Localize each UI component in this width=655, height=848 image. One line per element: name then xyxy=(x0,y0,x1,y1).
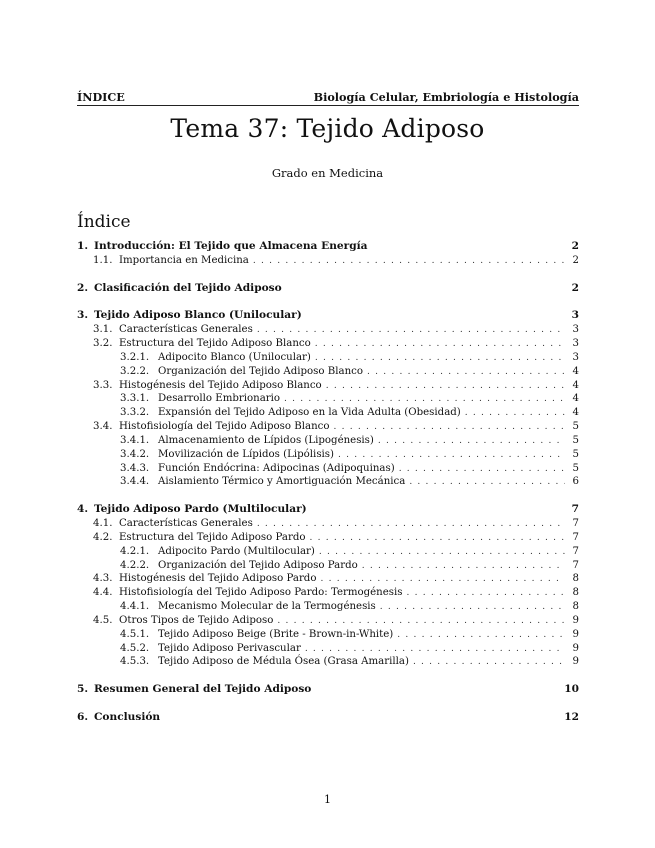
toc-entry-label: Estructura del Tejido Adiposo Blanco xyxy=(119,338,311,349)
toc-entry-page: 4 xyxy=(572,393,579,405)
document-subtitle: Grado en Medicina xyxy=(271,166,384,180)
toc-entry[interactable] xyxy=(77,572,579,586)
toc-entry-number: 3.4. xyxy=(93,421,113,433)
toc-entry-number: 4.2.1. xyxy=(120,545,150,557)
toc-entry-label: Organización del Tejido Adiposo Pardo xyxy=(158,559,358,571)
toc-dot-leader xyxy=(277,615,565,629)
toc-entry-number: 4.4. xyxy=(93,587,113,599)
toc-entry-page: 6 xyxy=(572,476,579,488)
toc-dot-leader xyxy=(334,421,566,435)
header-section-label: ÍNDICE xyxy=(77,90,125,104)
toc-entry-number: 3. xyxy=(77,309,89,322)
toc-entry-page: 8 xyxy=(572,573,579,585)
toc-entry-page: 8 xyxy=(572,587,579,599)
toc-dot-leader xyxy=(399,463,565,477)
toc-entry-number: 3.1. xyxy=(93,324,113,336)
toc-dot-leader xyxy=(362,560,565,574)
toc-entry-label: Tejido Adiposo Perivascular xyxy=(158,642,301,654)
toc-entry-number: 3.4.4. xyxy=(120,476,150,488)
toc-entry-page: 7 xyxy=(572,559,579,571)
toc-dot-leader xyxy=(378,435,565,449)
toc-entry[interactable] xyxy=(77,517,579,531)
toc-entry-number: 4.1. xyxy=(93,518,113,530)
toc-entry[interactable] xyxy=(77,475,579,489)
toc-entry-label: Tejido Adiposo Pardo (Multilocular) xyxy=(94,503,307,516)
toc-dot-leader xyxy=(319,546,565,560)
toc-entry[interactable] xyxy=(77,642,579,656)
toc-dot-leader xyxy=(367,366,565,380)
document-title: Tema 37: Tejido Adiposo xyxy=(170,114,485,143)
toc-entry-number: 3.4.1. xyxy=(120,434,150,446)
toc-entry-label: Tejido Adiposo Blanco (Unilocular) xyxy=(94,309,302,322)
toc-entry[interactable] xyxy=(77,655,579,669)
toc-entry-page: 5 xyxy=(572,462,579,474)
toc-entry[interactable] xyxy=(77,545,579,559)
toc-entry-label: Expansión del Tejido Adiposo en la Vida Adulta (Obesidad) xyxy=(158,407,461,419)
toc-entry[interactable] xyxy=(77,337,579,351)
toc-entry[interactable] xyxy=(77,282,579,296)
toc-entry-number: 3.2.2. xyxy=(120,365,150,377)
toc-entry-number: 2. xyxy=(77,281,89,294)
toc-entry-number: 1. xyxy=(77,240,89,252)
index-heading: Índice xyxy=(77,212,131,232)
toc-entry[interactable] xyxy=(77,600,579,614)
toc-entry-label: Aislamiento Térmico y Amortiguación Mecánica xyxy=(158,476,406,488)
toc-entry-number: 4.3. xyxy=(93,573,113,585)
toc-entry-number: 6. xyxy=(77,710,89,723)
toc-entry-label: Clasificación del Tejido Adiposo xyxy=(94,281,282,294)
toc-dot-leader xyxy=(257,324,565,338)
toc-entry[interactable] xyxy=(77,351,579,365)
toc-entry-page: 3 xyxy=(572,338,579,349)
toc-entry-label: Histofisiología del Tejido Adiposo Blanco xyxy=(119,421,330,433)
toc-entry-number: 4.2. xyxy=(93,531,113,543)
running-header xyxy=(77,90,579,104)
toc-entry-page: 9 xyxy=(572,642,579,654)
toc-entry-page: 3 xyxy=(572,351,579,363)
toc-entry-label: Histogénesis del Tejido Adiposo Blanco xyxy=(119,379,322,391)
toc-entry-page: 7 xyxy=(572,518,579,530)
toc-entry[interactable] xyxy=(77,614,579,628)
toc-entry-label: Tejido Adiposo de Médula Ósea (Grasa Amarilla) xyxy=(158,656,409,668)
toc-entry-number: 4.5. xyxy=(93,614,113,626)
toc-dot-leader xyxy=(326,380,565,394)
toc-entry-label: Función Endócrina: Adipocinas (Adipoquinas) xyxy=(158,462,395,474)
toc-entry[interactable] xyxy=(77,365,579,379)
toc-entry[interactable] xyxy=(77,406,579,420)
toc-entry-label: Organización del Tejido Adiposo Blanco xyxy=(158,365,363,377)
toc-entry-number: 4. xyxy=(77,503,89,516)
toc-entry-label: Estructura del Tejido Adiposo Pardo xyxy=(119,531,306,543)
toc-dot-leader xyxy=(284,393,565,407)
toc-entry[interactable] xyxy=(77,448,579,462)
toc-dot-leader xyxy=(315,352,565,366)
toc-dot-leader xyxy=(253,255,565,269)
toc-entry-label: Tejido Adiposo Beige (Brite - Brown-in-White) xyxy=(158,628,394,640)
toc-entry-number: 4.5.3. xyxy=(120,656,150,668)
toc-entry-number: 3.3.1. xyxy=(120,393,150,405)
toc-entry[interactable] xyxy=(77,323,579,337)
toc-entry-page: 9 xyxy=(572,628,579,640)
toc-entry-number: 1.1. xyxy=(93,254,113,266)
toc-entry-page: 2 xyxy=(571,281,579,294)
toc-entry-number: 3.2.1. xyxy=(120,351,150,363)
toc-entry-number: 3.3. xyxy=(93,379,113,391)
toc-entry-number: 4.5.1. xyxy=(120,628,150,640)
toc-entry-page: 7 xyxy=(571,503,579,516)
toc-entry-label: Almacenamiento de Lípidos (Lipogénesis) xyxy=(158,434,374,446)
toc-entry-page: 3 xyxy=(571,309,579,322)
toc-dot-leader xyxy=(413,656,565,670)
toc-entry-number: 3.4.3. xyxy=(120,462,150,474)
toc-entry[interactable] xyxy=(77,559,579,573)
toc-entry-page: 4 xyxy=(572,407,579,419)
toc-entry-page: 9 xyxy=(572,614,579,626)
toc-entry[interactable] xyxy=(77,531,579,545)
toc-entry-label: Histofisiología del Tejido Adiposo Pardo: Termogénesis xyxy=(119,587,403,599)
toc-entry[interactable] xyxy=(77,379,579,393)
toc-entry-label: Adipocito Pardo (Multilocular) xyxy=(158,545,315,557)
toc-entry-page: 7 xyxy=(572,531,579,543)
toc-entry[interactable] xyxy=(77,586,579,600)
toc-entry-page: 5 xyxy=(572,421,579,433)
toc-dot-leader xyxy=(380,601,565,615)
toc-entry[interactable] xyxy=(77,683,579,697)
toc-entry-page: 12 xyxy=(564,710,579,723)
toc-entry-page: 4 xyxy=(572,379,579,391)
toc-entry-page: 7 xyxy=(572,545,579,557)
toc-entry-page: 8 xyxy=(572,601,579,613)
toc-entry-number: 3.3.2. xyxy=(120,407,150,419)
toc-entry-page: 4 xyxy=(572,365,579,377)
toc-dot-leader xyxy=(397,629,565,643)
toc-entry[interactable] xyxy=(77,240,579,254)
toc-entry[interactable] xyxy=(77,434,579,448)
toc-entry-label: Adipocito Blanco (Unilocular) xyxy=(158,351,311,363)
toc-entry-page: 2 xyxy=(572,254,579,266)
table-of-contents xyxy=(77,240,579,725)
toc-entry[interactable] xyxy=(77,503,579,517)
toc-entry-page: 10 xyxy=(564,683,579,696)
toc-entry[interactable] xyxy=(77,420,579,434)
toc-entry-page: 2 xyxy=(571,240,579,252)
toc-entry-label: Conclusión xyxy=(94,710,161,723)
toc-entry-label: Características Generales xyxy=(119,324,253,336)
toc-entry-label: Histogénesis del Tejido Adiposo Pardo xyxy=(119,573,317,585)
toc-entry-page: 5 xyxy=(572,448,579,460)
toc-entry-label: Resumen General del Tejido Adiposo xyxy=(94,683,312,696)
toc-entry-number: 5. xyxy=(77,683,89,696)
toc-entry-page: 3 xyxy=(572,324,579,336)
toc-entry-label: Otros Tipos de Tejido Adiposo xyxy=(119,614,274,626)
toc-dot-leader xyxy=(257,518,565,532)
toc-entry[interactable] xyxy=(77,462,579,476)
toc-entry-label: Desarrollo Embrionario xyxy=(158,393,281,405)
toc-entry[interactable] xyxy=(77,254,579,268)
toc-entry-page: 5 xyxy=(572,434,579,446)
toc-entry-page: 9 xyxy=(572,656,579,668)
toc-dot-leader xyxy=(320,573,565,587)
toc-entry-number: 3.2. xyxy=(93,338,113,349)
toc-entry[interactable] xyxy=(77,711,579,725)
header-rule xyxy=(77,105,579,106)
toc-dot-leader xyxy=(338,449,565,463)
toc-entry-label: Mecanismo Molecular de la Termogénesis xyxy=(158,601,376,613)
toc-entry-label: Introducción: El Tejido que Almacena Energía xyxy=(94,240,368,252)
toc-entry-number: 4.2.2. xyxy=(120,559,150,571)
toc-entry[interactable] xyxy=(77,628,579,642)
toc-entry-label: Movilización de Lípidos (Lipólisis) xyxy=(158,448,335,460)
toc-dot-leader xyxy=(310,532,565,546)
toc-dot-leader xyxy=(315,338,565,352)
toc-dot-leader xyxy=(465,407,565,421)
toc-entry-number: 4.4.1. xyxy=(120,601,150,613)
header-course-title: Biología Celular, Embriología e Histología xyxy=(313,90,579,104)
toc-entry-number: 4.5.2. xyxy=(120,642,150,654)
toc-entry-number: 3.4.2. xyxy=(120,448,150,460)
toc-entry[interactable] xyxy=(77,392,579,406)
toc-entry-label: Características Generales xyxy=(119,518,253,530)
page-number: 1 xyxy=(324,793,331,806)
toc-dot-leader xyxy=(409,476,565,490)
toc-dot-leader xyxy=(407,587,566,601)
toc-dot-leader xyxy=(305,643,565,657)
toc-entry-label: Importancia en Medicina xyxy=(119,254,249,266)
toc-entry[interactable] xyxy=(77,309,579,323)
